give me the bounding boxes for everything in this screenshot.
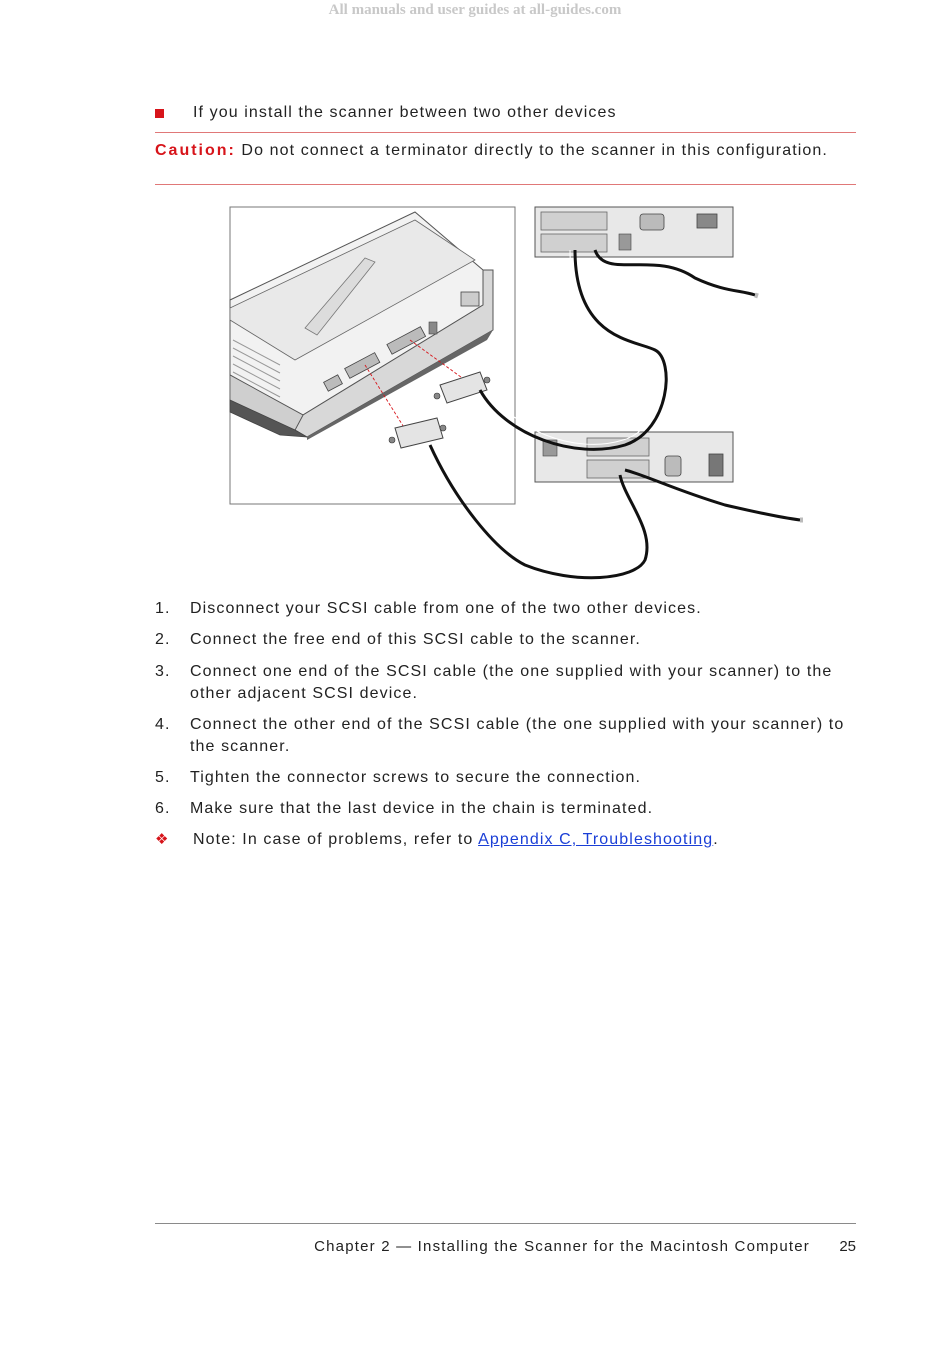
step-text: Connect the other end of the SCSI cable (the one supplied with your scanner) to the scanner.: [190, 716, 845, 755]
footer-rule: [155, 1223, 856, 1224]
step-text: Connect the free end of this SCSI cable to the scanner.: [190, 631, 641, 648]
diamond-bullet-icon: ❖: [155, 831, 170, 848]
heading-text: If you install the scanner between two other devices: [193, 104, 617, 121]
scsi-connection-illustration: [225, 200, 815, 590]
step-number: 5.: [155, 769, 171, 786]
step-text: Make sure that the last device in the chain is terminated.: [190, 800, 654, 817]
step-number: 3.: [155, 663, 171, 680]
step-text: Connect one end of the SCSI cable (the one supplied with your scanner) to the other adjacent SCSI device.: [190, 663, 833, 702]
step-number: 4.: [155, 716, 171, 733]
page-number: 25: [839, 1238, 856, 1255]
step-number: 1.: [155, 600, 171, 617]
caution-bottom-rule: [155, 184, 856, 185]
note-text: [193, 829, 719, 851]
step-number: 6.: [155, 800, 171, 817]
note-suffix: .: [713, 831, 719, 848]
step-text: Disconnect your SCSI cable from one of the two other devices.: [190, 600, 702, 617]
caution-box: [155, 140, 855, 162]
appendix-link[interactable]: Appendix C, Troubleshooting: [478, 831, 714, 848]
scsi-device-top-icon: [535, 207, 733, 257]
caution-text: Do not connect a terminator directly to the scanner in this configuration.: [235, 142, 828, 159]
caution-label: Caution:: [155, 142, 236, 159]
watermark: All manuals and user guides at all-guides.com: [328, 2, 622, 18]
note-prefix: Note: In case of problems, refer to: [193, 831, 479, 848]
footer-chapter: Chapter 2 — Installing the Scanner for the Macintosh Computer: [314, 1238, 810, 1255]
square-bullet-icon: [155, 109, 164, 118]
caution-top-rule: [155, 132, 856, 133]
step-text: Tighten the connector screws to secure the connection.: [190, 769, 642, 786]
step-number: 2.: [155, 631, 171, 648]
